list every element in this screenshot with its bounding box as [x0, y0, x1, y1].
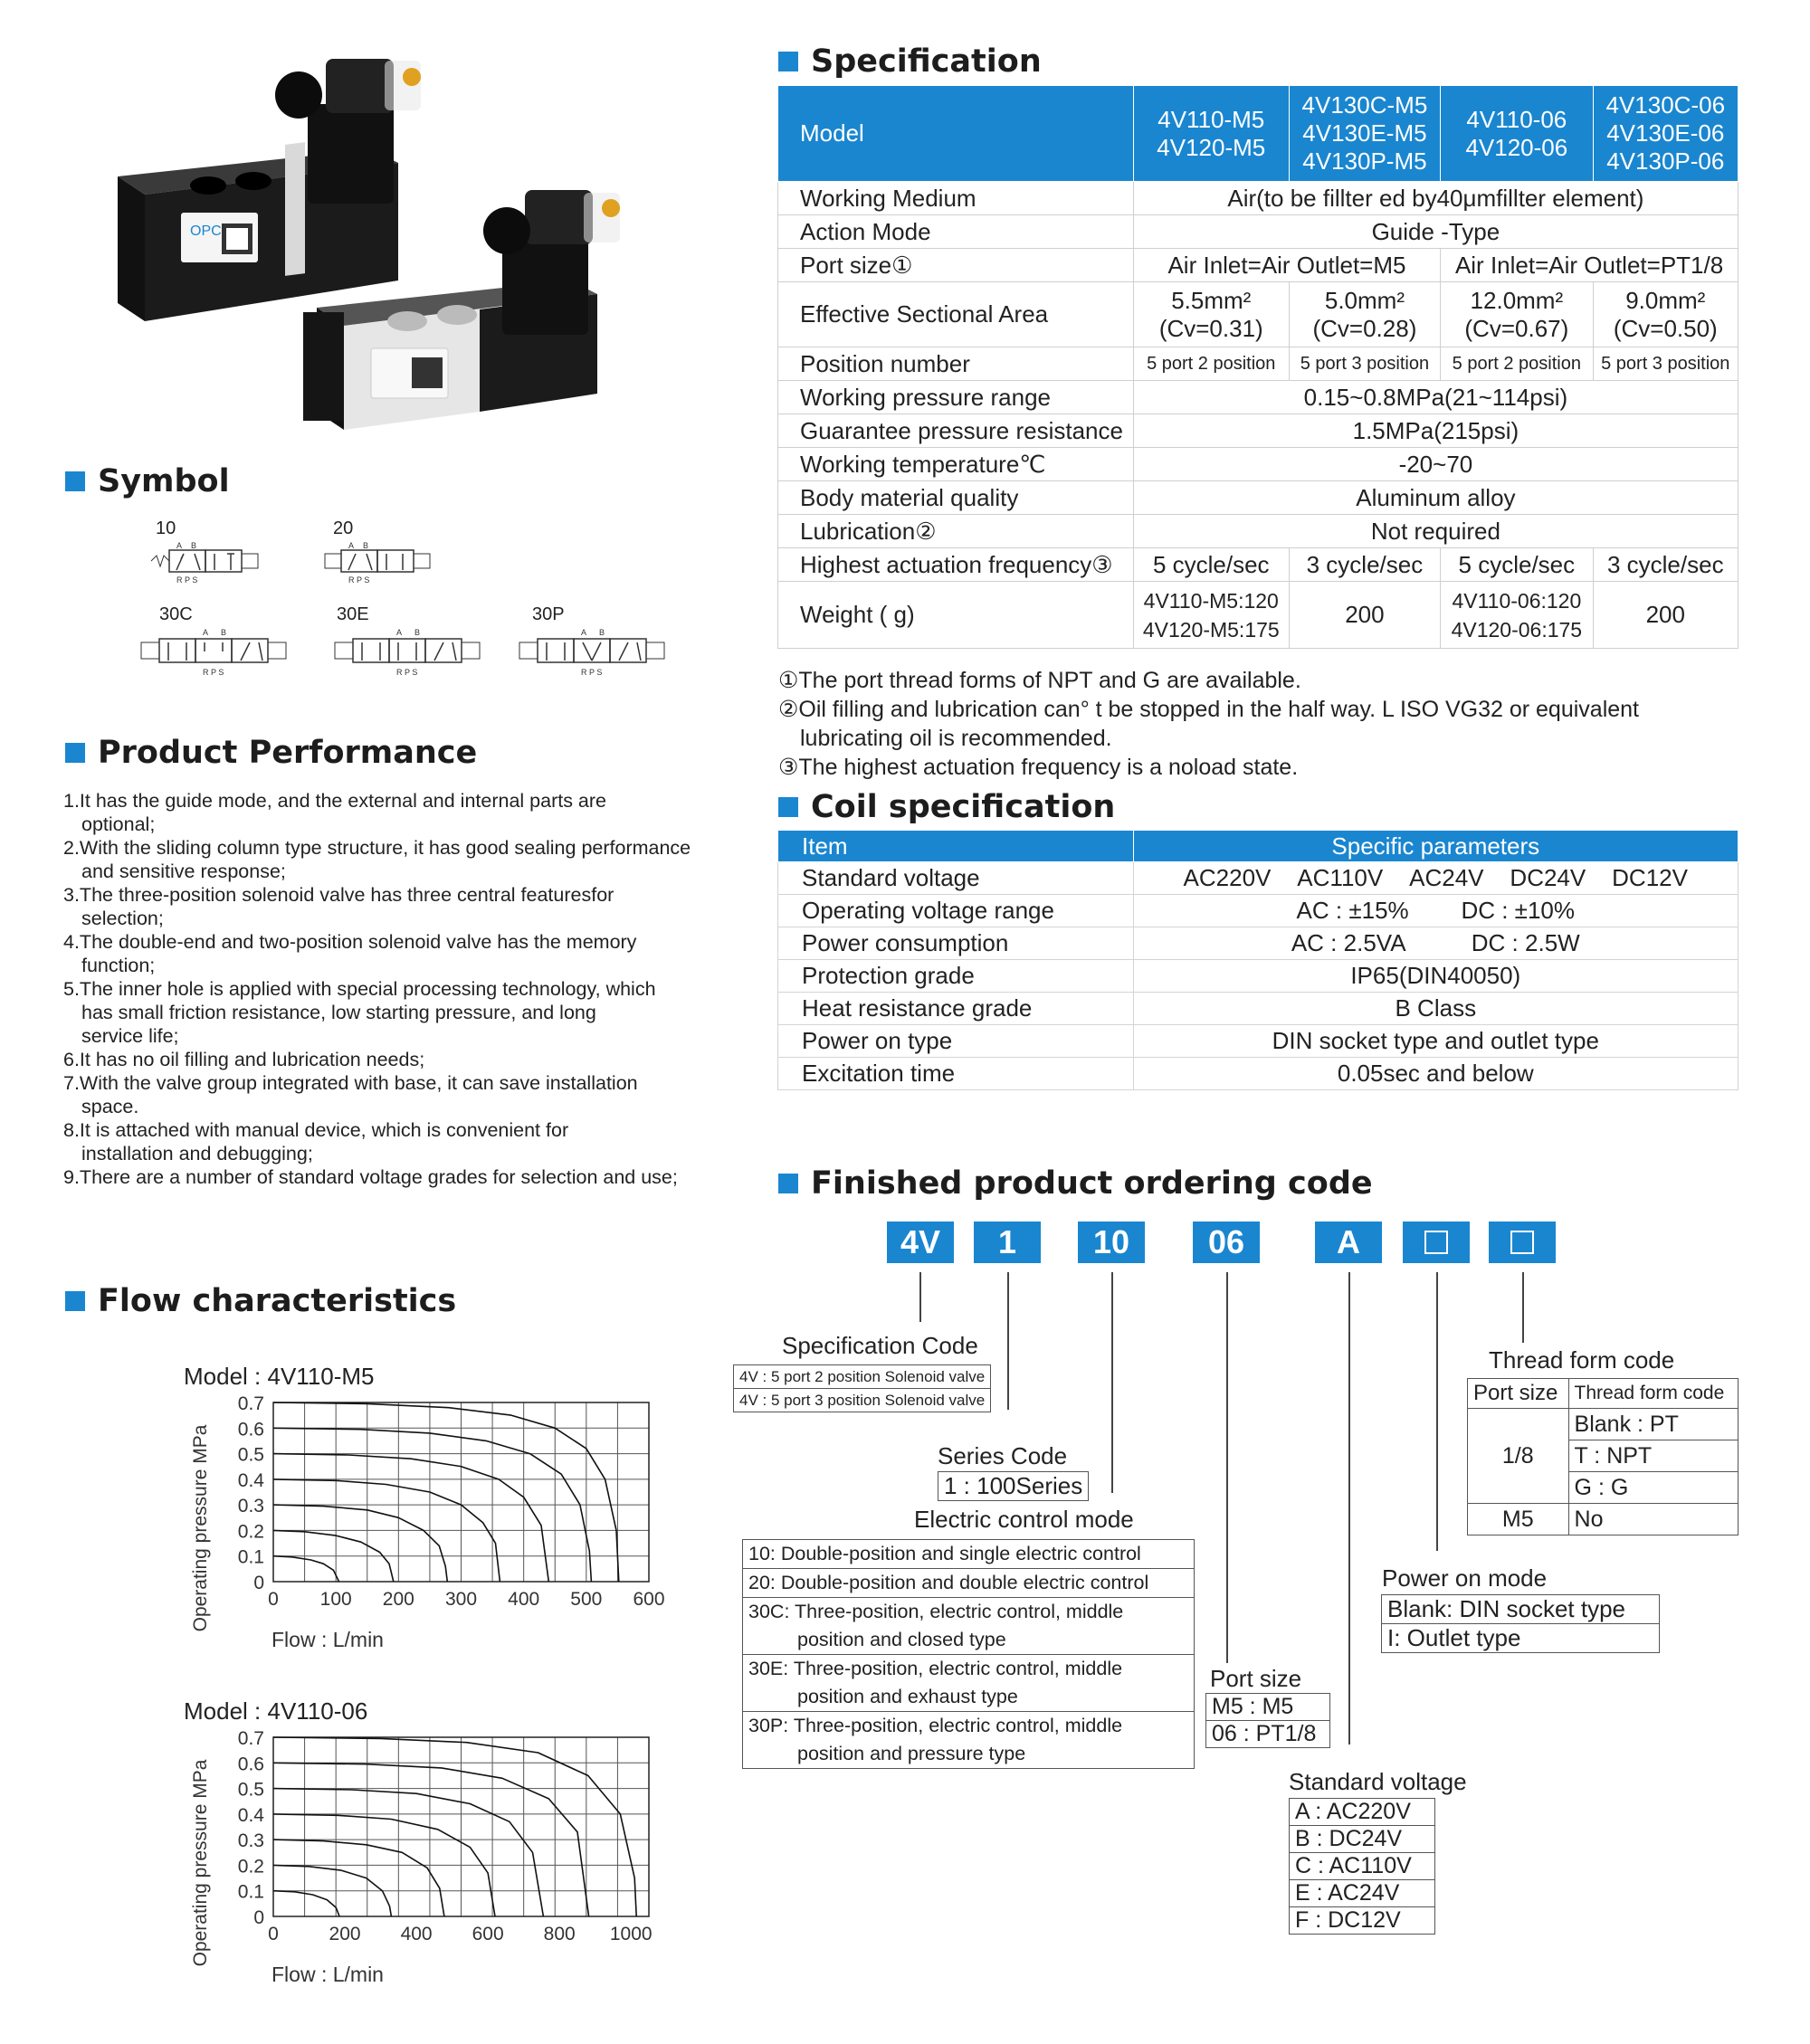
- y-tick-label: 0.1: [237, 1546, 264, 1568]
- spec-row-weight: Weight ( g) 4V110-M5:120 4V120-M5:175 200 4V110-06:120 4V120-06:175 200: [778, 582, 1739, 649]
- spec-model-label: Model: [778, 86, 1134, 182]
- x-axis-label: Flow : L/min: [272, 1628, 384, 1651]
- svg-text:A: A: [176, 541, 183, 550]
- symbol-label-20: 20: [333, 518, 354, 538]
- voltage-row: [1290, 1799, 1435, 1826]
- performance-item-line: selection;: [81, 908, 164, 929]
- y-tick-label: 0: [253, 1573, 264, 1593]
- control-mode-row: [743, 1712, 1195, 1769]
- spec-row-pressure-range: Working pressure range 0.15~0.8MPa(21~114psi): [778, 381, 1739, 414]
- y-tick-label: 0.2: [237, 1521, 264, 1543]
- performance-list: [63, 789, 715, 1189]
- code-box-10: 10: [1078, 1222, 1145, 1263]
- voltage-option: E : AC24V: [1290, 1880, 1435, 1907]
- power-mode-title: Power on mode: [1382, 1564, 1548, 1592]
- code-box-a: A: [1315, 1222, 1382, 1263]
- x-tick-label: 100: [319, 1589, 352, 1610]
- x-tick-label: 400: [508, 1589, 540, 1610]
- svg-text:B: B: [414, 628, 421, 637]
- x-tick-label: 0: [268, 1924, 279, 1944]
- symbol-label-30p: 30P: [532, 604, 565, 624]
- performance-item-line: 3.The three-position solenoid valve has three central featuresfor: [63, 884, 614, 906]
- svg-text:R P S: R P S: [396, 668, 418, 677]
- series-line-3: [273, 1505, 447, 1582]
- svg-text:R P S: R P S: [203, 668, 224, 677]
- control-mode-text: position and exhaust type: [797, 1686, 1018, 1707]
- spec-row-effective-area: Effective Sectional Area 5.5mm² (Cv=0.31) 5.0mm² (Cv=0.28) 12.0mm² (Cv=0.67) 9.0mm² (Cv=0.50): [778, 282, 1739, 347]
- y-tick-label: 0.1: [237, 1881, 264, 1903]
- symbol-30e-diagram: [331, 626, 494, 680]
- spec-model-col-1: 4V110-M5 4V120-M5: [1133, 86, 1289, 182]
- svg-text:A: A: [348, 541, 355, 550]
- svg-text:R P S: R P S: [176, 575, 198, 585]
- symbol-30p-diagram: [516, 626, 679, 680]
- voltage-box: [1289, 1798, 1435, 1935]
- y-tick-label: 0.5: [237, 1779, 264, 1801]
- x-axis-label: Flow : L/min: [272, 1963, 384, 1986]
- symbol-label-30c: 30C: [159, 604, 193, 624]
- product-photo: [100, 50, 643, 439]
- performance-item-line: service life;: [81, 1025, 179, 1047]
- performance-item-line: function;: [81, 955, 156, 976]
- spec-row-body-material: Body material quality Aluminum alloy: [778, 481, 1739, 515]
- control-mode-text: position and pressure type: [797, 1743, 1026, 1764]
- spec-row-lubrication: Lubrication② Not required: [778, 515, 1739, 548]
- svg-text:A: A: [203, 628, 209, 637]
- spec-code-title: Specification Code: [782, 1332, 978, 1359]
- section-square-icon: [65, 743, 85, 763]
- spec-row-frequency: Highest actuation frequency③ 5 cycle/sec 3 cycle/sec 5 cycle/sec 3 cycle/sec: [778, 548, 1739, 582]
- performance-item-line: space.: [81, 1096, 139, 1117]
- connector-line: [1522, 1272, 1524, 1343]
- performance-item-line: installation and debugging;: [81, 1143, 313, 1165]
- voltage-option: C : AC110V: [1290, 1853, 1435, 1880]
- coil-section-title: Coil specification: [778, 789, 1115, 825]
- series-line-3: [273, 1840, 444, 1916]
- code-box-thread: [1489, 1222, 1556, 1263]
- x-tick-label: 800: [543, 1924, 576, 1944]
- voltage-row: [1290, 1880, 1435, 1907]
- performance-item-line: optional;: [81, 813, 156, 835]
- performance-item-line: 8.It is attached with manual device, which is convenient for: [63, 1119, 569, 1141]
- series-line-5: [273, 1454, 548, 1582]
- code-box-1: 1: [974, 1222, 1041, 1263]
- code-box-4v: 4V: [887, 1222, 954, 1263]
- connector-line: [1007, 1272, 1009, 1410]
- svg-text:A: A: [581, 628, 587, 637]
- specification-table: [777, 85, 1739, 649]
- x-tick-label: 600: [472, 1924, 504, 1944]
- spec-model-col-4: 4V130C-06 4V130E-06 4V130P-06: [1593, 86, 1738, 182]
- y-tick-label: 0.6: [237, 1419, 264, 1440]
- svg-text:R P S: R P S: [348, 575, 370, 585]
- series-code-box: 1 : 100Series: [938, 1471, 1089, 1501]
- y-tick-label: 0.4: [237, 1804, 264, 1826]
- spec-note-line: lubricating oil is recommended.: [800, 726, 1112, 751]
- x-tick-label: 600: [633, 1589, 665, 1610]
- symbol-10-diagram: [149, 541, 262, 586]
- control-mode-text: 20: Double-position and double electric control: [748, 1572, 1149, 1593]
- svg-text:B: B: [363, 541, 369, 550]
- spec-header-row: [778, 86, 1739, 182]
- svg-text:A: A: [396, 628, 403, 637]
- thread-code-box: Port size Thread form code 1/8 Blank : PT T : NPT G : G M5 No: [1467, 1378, 1739, 1535]
- performance-item-line: 4.The double-end and two-position solenoid valve has the memory: [63, 931, 637, 953]
- symbol-label-10: 10: [156, 518, 176, 538]
- control-mode-text: 30P: Three-position, electric control, middle: [748, 1715, 1123, 1736]
- voltage-option: A : AC220V: [1290, 1799, 1435, 1826]
- performance-item-line: 6.It has no oil filling and lubrication needs;: [63, 1049, 425, 1070]
- x-tick-label: 400: [400, 1924, 433, 1944]
- port-size-title: Port size: [1210, 1665, 1302, 1692]
- coil-row-excitation: Excitation time 0.05sec and below: [778, 1058, 1739, 1090]
- spec-notes: [778, 666, 1756, 782]
- performance-item-line: 2.With the sliding column type structure, it has good sealing performance: [63, 837, 691, 859]
- y-tick-label: 0.7: [237, 1393, 264, 1414]
- y-tick-label: 0.3: [237, 1496, 264, 1517]
- section-square-icon: [778, 797, 798, 817]
- coil-row-heat-resistance: Heat resistance grade B Class: [778, 993, 1739, 1025]
- coil-row-voltage-range: Operating voltage range AC : ±15% DC : ±10%: [778, 895, 1739, 927]
- performance-item-line: has small friction resistance, low starting pressure, and long: [81, 1002, 596, 1023]
- connector-line: [1226, 1272, 1228, 1663]
- voltage-title: Standard voltage: [1289, 1768, 1467, 1795]
- spec-row-working-medium: Working Medium Air(to be fillter ed by40μmfillter element): [778, 182, 1739, 215]
- svg-text:R P S: R P S: [581, 668, 603, 677]
- spec-row-position-number: Position number 5 port 2 position 5 port 3 position 5 port 2 position 5 port 3 position: [778, 347, 1739, 381]
- chart1-title: Model : 4V110-M5: [184, 1363, 375, 1390]
- control-mode-text: 30C: Three-position, electric control, middle: [748, 1601, 1124, 1622]
- coil-header-row: Item Specific parameters: [778, 831, 1739, 862]
- control-mode-text: 10: Double-position and single electric control: [748, 1543, 1141, 1564]
- symbol-20-diagram: [321, 541, 443, 586]
- flow-chart-4v110-m5: [181, 1393, 688, 1665]
- performance-section-title: Product Performance: [65, 735, 477, 771]
- y-tick-label: 0.7: [237, 1728, 264, 1749]
- series-code-title: Series Code: [938, 1442, 1068, 1469]
- specification-section-title: Specification: [778, 43, 1042, 80]
- voltage-row: [1290, 1853, 1435, 1880]
- section-square-icon: [65, 1291, 85, 1311]
- control-mode-row: [743, 1569, 1195, 1598]
- control-mode-title: Electric control mode: [914, 1506, 1134, 1533]
- voltage-row: [1290, 1826, 1435, 1853]
- spec-row-port-size: Port size① Air Inlet=Air Outlet=M5 Air Inlet=Air Outlet=PT1/8: [778, 249, 1739, 282]
- connector-line: [1111, 1272, 1113, 1493]
- flow-section-title: Flow characteristics: [65, 1283, 456, 1319]
- performance-item-line: 1.It has the guide mode, and the external and internal parts are: [63, 790, 607, 812]
- series-line-5: [273, 1789, 543, 1916]
- section-square-icon: [778, 52, 798, 71]
- y-tick-label: 0.4: [237, 1469, 264, 1491]
- section-square-icon: [65, 471, 85, 491]
- symbol-30c-diagram: [138, 626, 300, 680]
- performance-item-line: 7.With the valve group integrated with base, it can save installation: [63, 1072, 638, 1094]
- x-tick-label: 200: [382, 1589, 414, 1610]
- series-line-1: [273, 1891, 339, 1916]
- performance-item-line: and sensitive response;: [81, 860, 286, 882]
- thread-code-title: Thread form code: [1489, 1346, 1675, 1374]
- y-tick-label: 0.6: [237, 1754, 264, 1775]
- connector-line: [1348, 1272, 1350, 1745]
- voltage-option: F : DC12V: [1290, 1907, 1435, 1935]
- section-square-icon: [778, 1174, 798, 1193]
- spec-model-col-3: 4V110-06 4V120-06: [1441, 86, 1593, 182]
- x-tick-label: 1000: [609, 1924, 653, 1944]
- spec-code-box: 4V : 5 port 2 position Solenoid valve 4V : 5 port 3 position Solenoid valve: [733, 1364, 991, 1412]
- connector-line: [919, 1272, 921, 1322]
- spec-note-line: ①The port thread forms of NPT and G are available.: [778, 668, 1301, 693]
- x-tick-label: 300: [444, 1589, 478, 1610]
- spec-note-line: ②Oil filling and lubrication can° t be stopped in the half way. L ISO VG32 or equivalent: [778, 697, 1640, 722]
- symbol-section-title: Symbol: [65, 463, 230, 499]
- series-line-1: [273, 1556, 339, 1582]
- svg-text:B: B: [221, 628, 227, 637]
- spec-model-col-2: 4V130C-M5 4V130E-M5 4V130P-M5: [1289, 86, 1440, 182]
- port-size-box: M5 : M5 06 : PT1/8: [1205, 1693, 1330, 1748]
- spec-row-temperature: Working temperature℃ -20~70: [778, 448, 1739, 481]
- symbol-label-30e: 30E: [337, 604, 369, 624]
- connector-line: [1436, 1272, 1438, 1551]
- coil-row-power-on-type: Power on type DIN socket type and outlet type: [778, 1025, 1739, 1058]
- chart2-title: Model : 4V110-06: [184, 1697, 368, 1725]
- code-box-power-mode: [1403, 1222, 1470, 1263]
- coil-table: [777, 830, 1739, 1090]
- empty-square-icon: [1424, 1231, 1448, 1254]
- control-mode-row: [743, 1655, 1195, 1712]
- power-mode-box: Blank: DIN socket type I: Outlet type: [1381, 1594, 1660, 1653]
- performance-item-line: 5.The inner hole is applied with special processing technology, which: [63, 978, 656, 1000]
- code-box-06: 06: [1193, 1222, 1260, 1263]
- y-tick-label: 0.2: [237, 1856, 264, 1878]
- spec-row-action-mode: Action Mode Guide -Type: [778, 215, 1739, 249]
- coil-row-protection: Protection grade IP65(DIN40050): [778, 960, 1739, 993]
- empty-square-icon: [1510, 1231, 1534, 1254]
- voltage-option: B : DC24V: [1290, 1826, 1435, 1853]
- performance-item-line: 9.There are a number of standard voltage grades for selection and use;: [63, 1166, 678, 1188]
- control-mode-row: [743, 1540, 1195, 1569]
- coil-row-standard-voltage: Standard voltage AC220V AC110V AC24V DC24V DC12V: [778, 862, 1739, 895]
- x-tick-label: 0: [268, 1589, 279, 1610]
- y-tick-label: 0.5: [237, 1444, 264, 1466]
- spec-note-line: ③The highest actuation frequency is a noload state.: [778, 755, 1299, 780]
- x-tick-label: 200: [329, 1924, 361, 1944]
- y-tick-label: 0: [253, 1907, 264, 1928]
- logo-text: OPC: [190, 223, 222, 239]
- ordering-section-title: Finished product ordering code: [778, 1165, 1373, 1202]
- spec-row-guarantee-pressure: Guarantee pressure resistance 1.5MPa(215psi): [778, 414, 1739, 448]
- voltage-row: [1290, 1907, 1435, 1935]
- control-mode-box: [742, 1539, 1195, 1769]
- x-tick-label: 500: [570, 1589, 603, 1610]
- y-axis-label: Operating pressure MPa: [190, 1424, 211, 1632]
- control-mode-text: 30E: Three-position, electric control, middle: [748, 1658, 1123, 1679]
- coil-row-power-consumption: Power consumption AC : 2.5VA DC : 2.5W: [778, 927, 1739, 960]
- control-mode-text: position and closed type: [797, 1629, 1006, 1650]
- y-tick-label: 0.3: [237, 1830, 264, 1852]
- flow-chart-4v110-06: [181, 1728, 688, 1991]
- svg-text:B: B: [191, 541, 197, 550]
- svg-text:B: B: [599, 628, 605, 637]
- y-axis-label: Operating pressure MPa: [190, 1759, 211, 1967]
- control-mode-row: [743, 1598, 1195, 1655]
